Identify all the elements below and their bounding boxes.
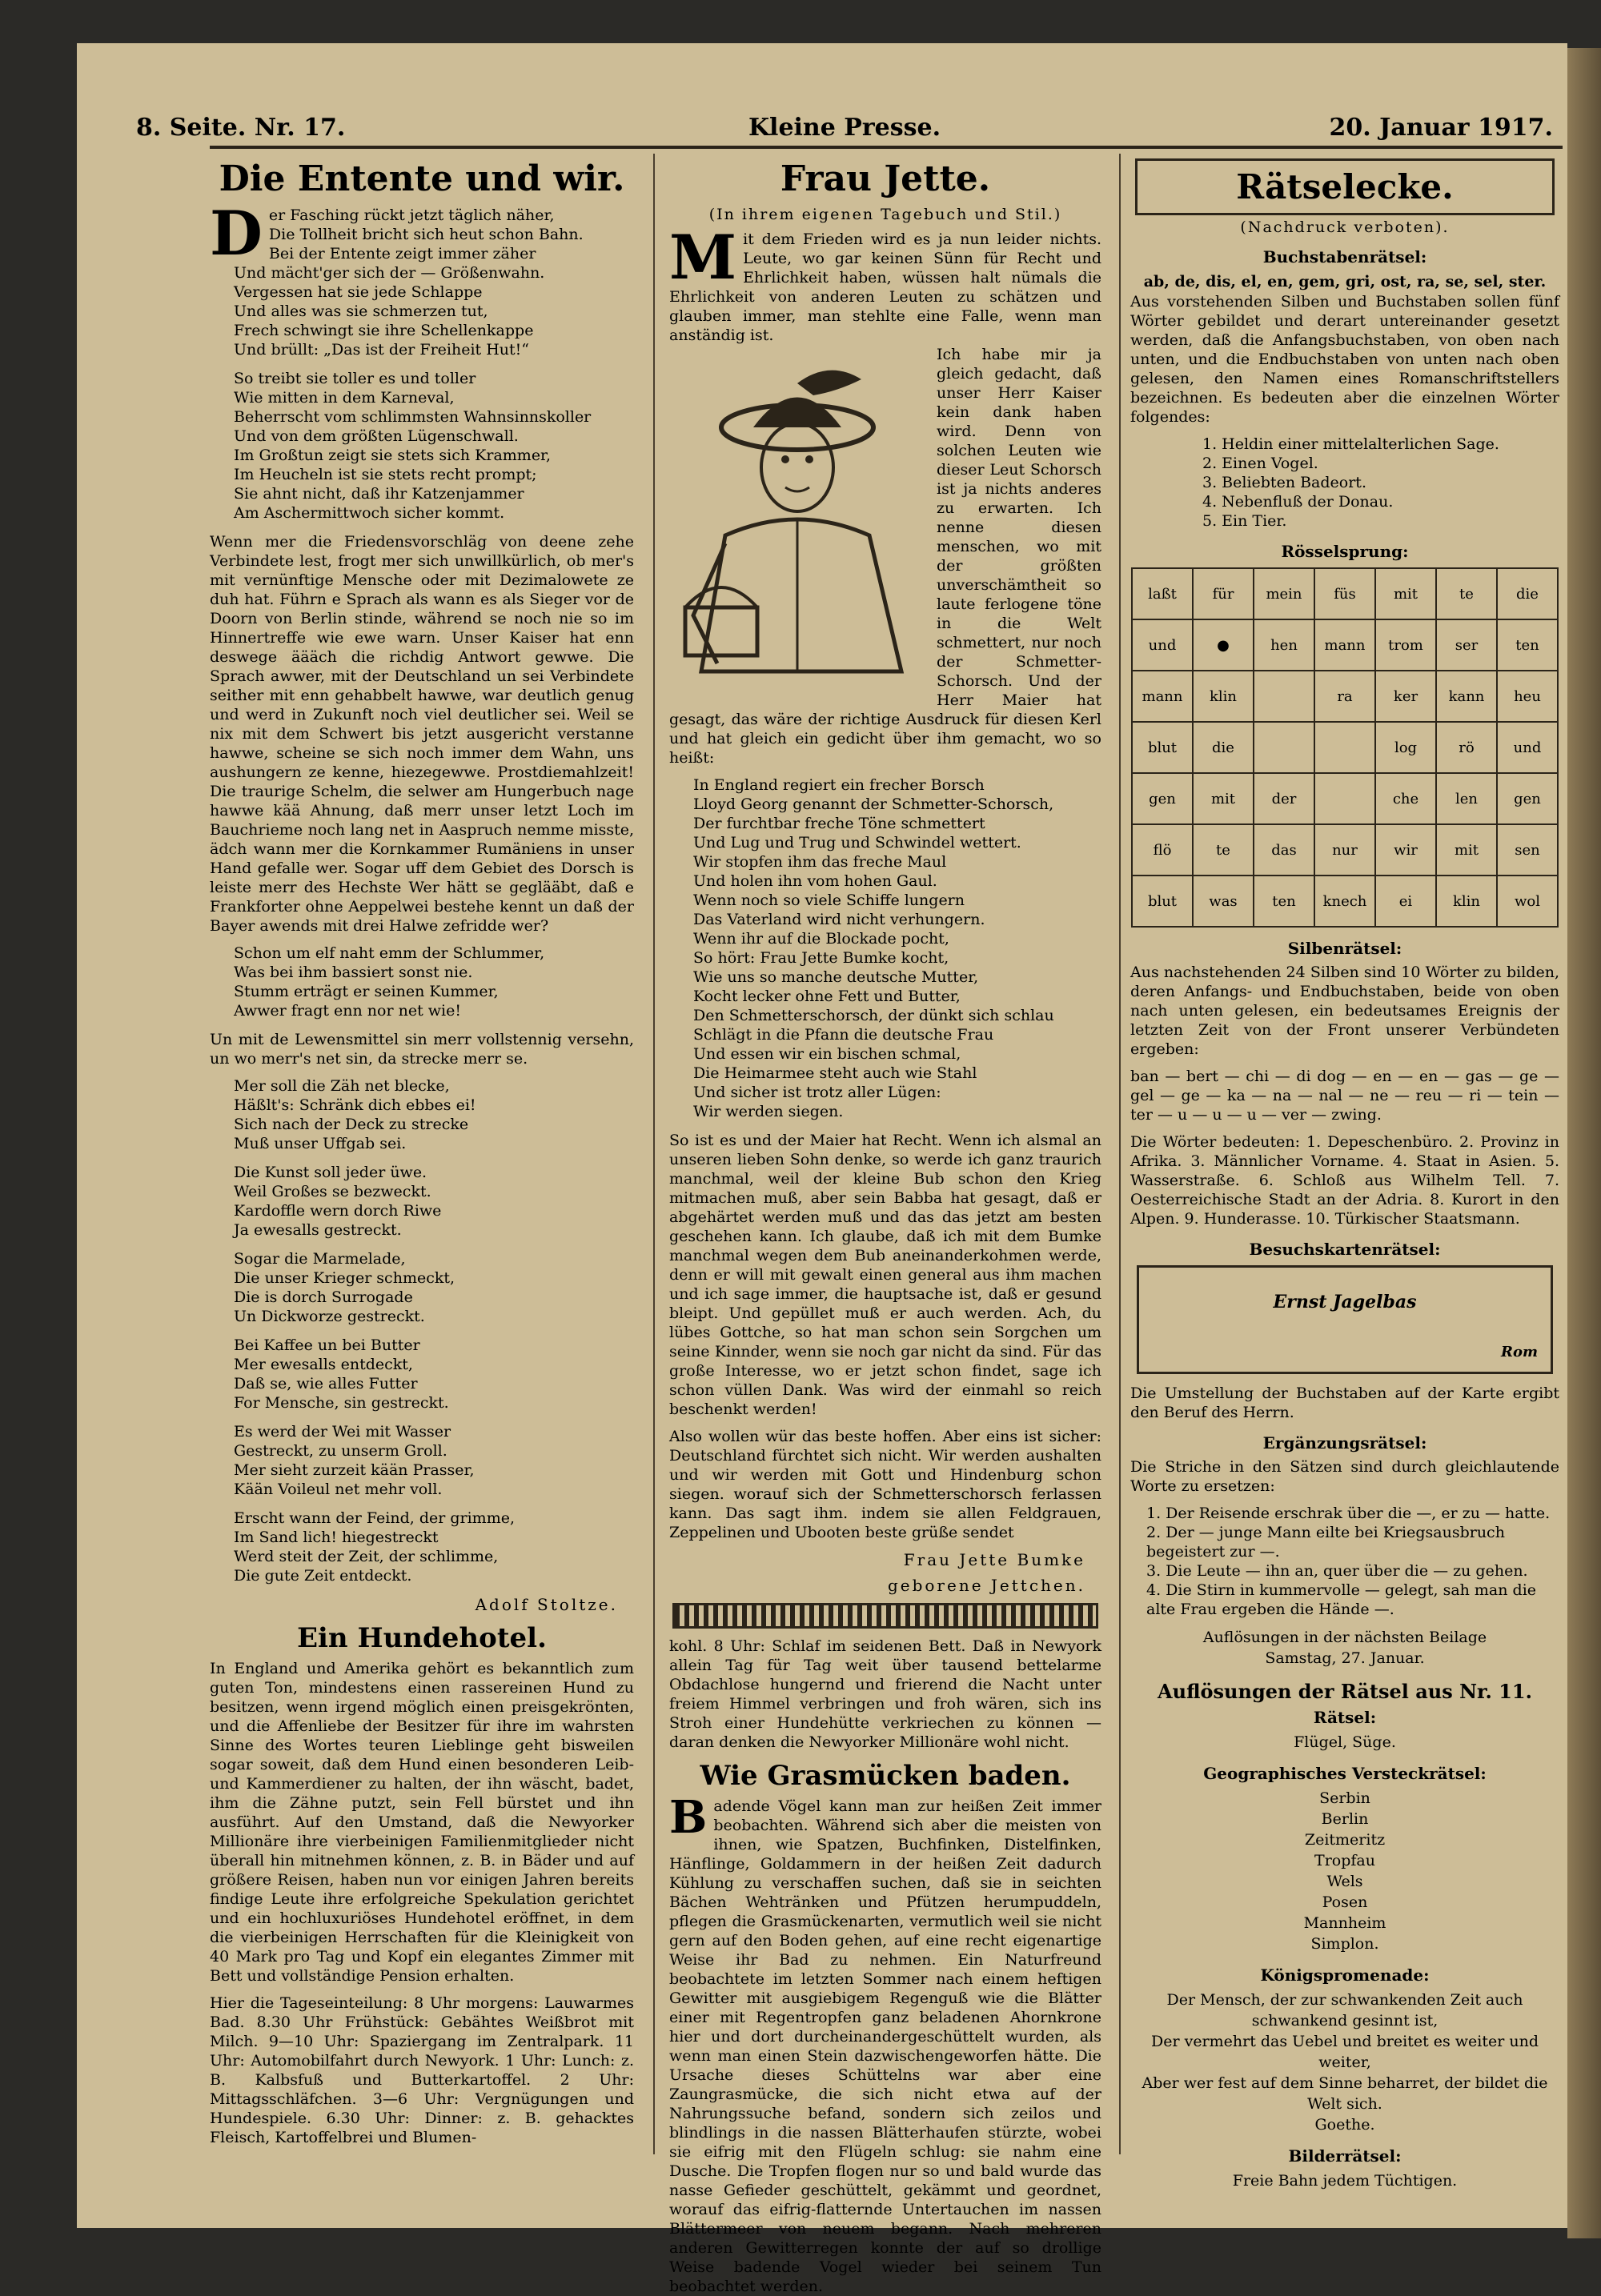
article-subtitle: (In ihrem eigenen Tagebuch und Stil.) [708,206,1062,223]
verse-line: Werd steit der Zeit, der schlimme, [234,1548,499,1565]
grid-row [1132,619,1558,671]
verse-line: Im Sand lich! hiegestreckt [234,1529,439,1546]
poem-stanza-9 [234,1509,634,1585]
verse-line: Bei Kaffee un bei Butter [234,1336,420,1354]
paragraph-silben: Aus nachstehenden 24 Silben sind 10 Wörter zu bilden, deren Anfangs- und Endbuchstaben, beide von oben nach unten gelesen, ein bedeutsames Ereignis der letzten Zeit von der Front unserer Verbündeten ergeben: [1130,964,1559,1058]
grid-cell: ser [1436,619,1497,671]
verse-line: Vergessen hat sie jede Schlappe [234,283,483,301]
list-item: Mannheim [1303,1914,1386,1932]
column-right [1130,154,1559,2190]
grid-cell: che [1375,773,1436,824]
verse-line: Wie mitten in dem Karneval, [234,389,455,407]
grid-cell: und [1497,722,1558,773]
heading-silbenraetsel: Silbenrätsel: [1287,939,1402,958]
grid-cell: ● [1193,619,1254,671]
heading-geographisch: Geographisches Versteckrätsel: [1203,1764,1487,1783]
grid-cell: was [1193,876,1254,927]
koenig-lines [1130,1989,1559,2135]
paragraph-maier: So ist es und der Maier hat Recht. Wenn ich alsmal an unseren lieben Sohn denke, so werde ich ganz traurich manchmal, weil der kleine Bub schon den Krieg mitmachen muß, aber sein Babba hat gesagt, daß er abgehärtet werden muß und das das jetzt am besten geschehen kann. Ich glaube, daß ich mit dem Bumke manchmal wegen dem Bub aneinanderkohmen werde, denn er will mit gewalt einen general aus ihm machen und ich sage immer, die hauptsache ist, daß er gesund bleipt. Und gepüllet muß er auch werden. Ach, du lübes Gottche, so hat man schon sein Sorgchen um seine Kinnder, wenn sie noch gar nicht da sind. Für das große Interesse, wo er jetzt schon findet, sage ich schon vüllen Dank. Was wird der einmahl so reich beschenkt werden! [669,1132,1101,1418]
verse-line: Und sicher ist trotz aller Lügen: [693,1084,941,1101]
paragraph-friedensvorschlag: Wenn mer die Friedensvorschläg von deene zehe Verbindete lest, frogt mer sich unwillkürlich, ob mer's mit vernünftige Mensche oder mit Dezimalowete ze duh hat. Führn e Sprach als wann es als Sieger vor de Doorn von Berlin stinde, während se noch nie so im Hinnertreffe wie ewe warn. Unser Kaiser hat enn deswege äääch die richdig Antwort gewwe. Die Sprach awwer, mit der Deutschland un sei Verbindete seither mit enn gehabbelt hawwe, war deutlich genug und werd in Zukunft noch viel deutlicher sei. Weil se nix mit dem Schwert bis jetzt ausgericht verstanne hawwe, scheine se sich noch immer dem Wahn, uns aushungern ze kenne, hiezegewwe. Prostdiemahlzeit! Die traurige Schelm, die selwer am Hungerbuch nage hawwe kää Ahnung, daß merr unser letzt Loch im Bauchrieme noch lang net in Aaspruch nemme misste, ädch wann mer die Kornkammer Rumäniens in unser Hand gefalle wer. Sogar uff dem Gebiet des Dorsch is leiste merr des Hechste Wer hätt se geglääbt, daß e Frankforter ohne Aeppelwei bestehe kennt un daß der Bayer awends mit drei Halwe zefridde wer? [210,533,634,935]
grid-row [1132,671,1558,722]
signature-geborene: geborene Jettchen. [887,1576,1085,1595]
verse-line: Lloyd Georg genannt der Schmetter-Schorsch, [693,795,1054,813]
verse-line: Den Schmetterschorsch, der dünkt sich schlau [693,1007,1054,1024]
verse-line: Muß unser Uffgab sei. [234,1135,407,1152]
signature-jette: Frau Jette Bumke [903,1550,1085,1569]
heading-bilderraetsel: Bilderrätsel: [1288,2146,1402,2166]
header-rule [210,146,1563,149]
aufloesung-note-2: Samstag, 27. Januar. [1265,1649,1425,1667]
verse-line: Die unser Krieger schmeckt, [234,1269,455,1287]
heading-roesselsprung: Rösselsprung: [1281,542,1409,561]
verse-line: Sie ahnt nicht, daß ihr Katzenjammer [234,485,524,503]
buchstaben-list [1202,435,1559,531]
verse-line: Und alles was sie schmerzen tut, [234,303,488,320]
paragraph-grasmuecken: adende Vögel kann man zur heißen Zeit immer beobachten. Während sich aber die meisten von ihnen, wie Spatzen, Buchfinken, Distelfinken, Hänflinge, Goldammern in der heißen Zeit dadurch Kühlung zu verschaffen suchen, daß sie in seichten Bächen Wehtränken und Pfützen herumpuddeln, pflegen die Grasmückenarten, vermutlich weil sie nicht gern auf den Boden gehen, auf eine recht eigenartige Weise ihr Bad zu nehmen. Ein Naturfreund beobachtete im letzten Sommer nach einem heftigen Gewitter mit ausgiebigem Regenguß wie die Blätter einer mit Regentropfen ganz beladenen Ahornkrone hier und dort durcheinandergeschüttelt wurden, als wenn man einen Stein dazwischengeworfen hätte. Die Ursache dieses Schüttelns war aber eine Zaungrasmücke, die sich nicht etwa auf der Nahrungssuche befand, sondern sich zeilos und blindlings in die nassen Blätterhaufen stürzte, wobei sie eifrig mit den Flügeln schlug: sie nahm eine Dusche. Die Tropfen flogen nur so und bald wurde das nasse Gefieder geschüttelt, gekämmt und geordnet, worauf das eifrig-flatternde Untertauchen im nassen Blättermeer von neuem begann. Nach mehreren anderen Gewitterregen konnte der auf so drollige Weise badende Vogel wieder bei seinem Tun beobachtet werden. [669,1797,1101,2295]
verse-line: Schlägt in die Pfann die deutsche Frau [693,1026,994,1044]
verse-line: Wir werden siegen. [693,1103,844,1120]
grid-row [1132,824,1558,876]
verse-line: Die Kunst soll jeder üwe. [234,1164,427,1181]
paragraph-hundehotel-cont: kohl. 8 Uhr: Schlaf im seidenen Bett. Daß in Newyork allein Tag für Tag weit über tausend bettelarme Obdachlose hungernd und frierend die Nacht unter freiem Himmel verbringen und froh wären, sich ins Stroh einer Hundehütte verkriechen zu können — daran denken die Newyorker Millionäre wohl nicht. [669,1637,1101,1751]
card-name: Ernst Jagelbas [1273,1292,1417,1312]
poem-stanza-3 [234,944,634,1020]
poem-schmetterschorsch [693,775,1101,1121]
grid-cell: sen [1497,824,1558,876]
grid-cell: blut [1132,876,1193,927]
list-item: 2. Der — junge Mann eilte bei Kriegsausbruch begeistert zur —. [1146,1524,1505,1561]
grid-cell: te [1193,824,1254,876]
verse-line: Wenn ihr auf die Blockade pocht, [693,930,949,948]
list-item: Posen [1322,1893,1368,1911]
bilder-answer: Freie Bahn jedem Tüchtigen. [1232,2172,1458,2190]
paragraph-hundehotel: In England und Amerika gehört es bekanntlich zum guten Ton, mindestens einen rassereinen Hund zu besitzen, wenn irgend möglich einen preisgekrönten, und die Affenliebe der Besitzer für ihre im wahrsten Sinne des Wortes teuren Lieblinge geht bisweilen sogar soweit, daß dem Hund einen besonderen Leib- und Kammerdiener zu halten, der ihn wäscht, badet, ihm die Zähne putzt, sein Fell bürstet und ihn ausführt. Auf den Umstand, daß die Newyorker Millionäre ihre vierbeinigen Familienmitglieder nicht überall hin mitnehmen können, z. B. in Bäder und auf größere Reisen, haben nun vor einigen Jahren bereits findige Leute ihre erfolgreiche Spekulation gerichtet und ein hochluxuriöses Hundehotel eröffnet, in dem die vierbeinigen Herrschaften für die Kleinigkeit von 40 Mark pro Tag und Kopf ein elegantes Zimmer mit Bett und vollständige Pension erhalten. [210,1660,634,1985]
poem-stanza-6 [234,1249,634,1326]
paper-name: Kleine Presse. [748,114,941,142]
grid-cell: wir [1375,824,1436,876]
grid-cell: ei [1375,876,1436,927]
heading-besuchskarte: Besuchskartenrätsel: [1249,1240,1441,1259]
paragraph-besuch: Die Umstellung der Buchstaben auf der Karte ergibt den Beruf des Herrn. [1130,1384,1559,1421]
poem-stanza-7 [234,1336,634,1412]
author-signature: Adolf Stoltze. [475,1595,618,1614]
verse-line: Was bei ihm bassiert sonst nie. [234,964,473,981]
grid-cell: klin [1436,876,1497,927]
dropcap-d: D [210,198,263,269]
silben-meaning: Die Wörter bedeuten: 1. Depeschenbüro. 2. Provinz in Afrika. 3. Männlicher Vorname. 4. Staat in Asien. 5. Wasserstraße. 6. Schloß aus Wilhelm Tell. 7. Oesterreichische Stadt an der Adria. 8. Kurort in den Alpen. 9. Hunderasse. 10. Türkischer Staatsmann. [1130,1133,1559,1228]
verse-line: Beherrscht vom schlimmsten Wahnsinnskoller [234,408,592,426]
list-item: 5. Ein Tier. [1202,512,1287,530]
list-item: Tropfau [1314,1852,1375,1869]
verse-line: Und von dem größten Lügenschwall. [234,427,519,445]
paragraph-hoffen: Also wollen wür das beste hoffen. Aber eins ist sicher: Deutschland fürchtet sich nicht. Wir werden aushalten und wir werden mit Gott und Hindenburg schon siegen. worauf sich der Schmetterschorsch ferlassen kann. Das sagt ihm. indem sie allen Feldgrauen, Zeppelinen und Ubooten beste grüße sendet [669,1428,1101,1541]
aufloesung-note-1: Auflösungen in der nächsten Beilage [1202,1629,1487,1646]
grid-cell: ra [1314,671,1375,722]
grid-cell: wol [1497,876,1558,927]
grid-cell [1254,671,1314,722]
verse-line: Wir stopfen ihm das freche Maul [693,853,947,871]
verse-line: Sich nach der Deck zu strecke [234,1116,469,1133]
dropcap-m: M [669,222,737,293]
grid-cell: te [1436,568,1497,619]
list-item: 3. Beliebten Badeort. [1202,474,1366,491]
page-number: 8. Seite. Nr. 17. [136,114,346,142]
verse-line: Und Lug und Trug und Schwindel wettert. [693,834,1021,851]
grid-cell: ten [1254,876,1314,927]
verse-line: Kardoffle wern dorch Riwe [234,1202,442,1220]
verse-line: Gestreckt, zu unserm Groll. [234,1442,447,1460]
verse-line: Frech schwingt sie ihre Schellenkappe [234,322,534,339]
article-title-entente: Die Entente und wir. [219,158,625,199]
verse-line: Und holen ihn vom hohen Gaul. [693,872,937,890]
verse-line: Aber wer fest auf dem Sinne beharret, der bildet die Welt sich. [1142,2074,1548,2113]
roesselsprung-grid [1131,567,1559,928]
heading-raetsel: Rätsel: [1313,1708,1377,1727]
heading-ergaenzung: Ergänzungsrätsel: [1262,1433,1427,1453]
grid-cell: die [1193,722,1254,773]
verse-line: Stumm erträgt er seinen Kummer, [234,983,499,1000]
verse-line: Die is dorch Surrogade [234,1288,413,1306]
grid-row [1132,722,1558,773]
verse-line: Der Mensch, der zur schwankenden Zeit auch schwankend gesinnt ist, [1166,1991,1523,2030]
verse-line: Un Dickworze gestreckt. [234,1308,425,1325]
verse-line: Die Heimarmee steht auch wie Stahl [693,1064,977,1082]
verse-line: Erscht wann der Feind, der grimme, [234,1509,515,1527]
grid-cell: ker [1375,671,1436,722]
poem-stanza-2 [234,369,634,523]
verse-line: Die Tollheit bricht sich heut schon Bahn. [268,226,584,243]
verse-line: So treibt sie toller es und toller [234,370,476,387]
silben-line: ab, de, dis, el, en, gem, gri, ost, ra, se, sel, ster. [1143,273,1547,291]
verse-line: Wenn noch so viele Schiffe lungern [693,892,965,909]
grid-cell: die [1497,568,1558,619]
card-place: Rom [1500,1344,1538,1360]
grid-cell: log [1375,722,1436,773]
article-title-frau-jette: Frau Jette. [780,158,991,199]
paragraph-ergaenzung: Die Striche in den Sätzen sind durch gleichlautende Worte zu ersetzen: [1130,1458,1559,1495]
verse-line: Häßlt's: Schränk dich ebbes ei! [234,1096,476,1114]
verse-line: Sogar die Marmelade, [234,1250,406,1268]
verse-line: Ja ewesalls gestreckt. [234,1221,402,1239]
verse-line: er Fasching rückt jetzt täglich näher, [268,206,555,224]
column-divider-2 [1119,154,1121,2154]
grid-cell [1314,722,1375,773]
verse-line: Kään Voileul net mehr voll. [234,1481,443,1498]
grid-cell [1314,773,1375,824]
grid-cell: knech [1314,876,1375,927]
list-item: Simplon. [1310,1935,1379,1953]
list-item: 2. Einen Vogel. [1202,455,1318,472]
verse-line: Awwer fragt enn nor net wie! [234,1002,461,1020]
raetsel-answer: Flügel, Süge. [1294,1733,1396,1751]
issue-date: 20. Januar 1917. [1329,114,1553,142]
grid-cell [1254,722,1314,773]
column-left [210,154,634,2154]
column-divider-1 [653,154,655,2154]
decorative-border [672,1603,1098,1629]
heading-aufloesungen: Auflösungen der Rätsel aus Nr. 11. [1158,1680,1532,1703]
grid-cell: nur [1314,824,1375,876]
verse-line: For Mensche, sin gestreckt. [234,1394,449,1412]
grid-cell: mit [1375,568,1436,619]
list-item: 4. Die Stirn in kummervolle — gelegt, sah man die alte Frau ergeben die Hände —. [1146,1581,1537,1618]
verse-line: Weil Großes se bezweckt. [234,1183,431,1200]
verse-line: Wie uns so manche deutsche Mutter, [693,968,979,986]
grid-cell: gen [1497,773,1558,824]
verse-line: Schon um elf naht emm der Schlummer, [234,944,545,962]
grid-cell: mit [1436,824,1497,876]
verse-line: Und mächt'ger sich der — Größenwahn. [234,264,545,282]
grid-cell: kann [1436,671,1497,722]
verse-line: Mer ewesalls entdeckt, [234,1356,413,1373]
list-item: 3. Die Leute — ihn an, quer über die — zu gehen. [1146,1562,1528,1580]
geo-list [1130,1788,1559,1954]
grid-cell: ten [1497,619,1558,671]
verse-line: Die gute Zeit entdeckt. [234,1567,412,1585]
grid-cell: trom [1375,619,1436,671]
grid-cell: der [1254,773,1314,824]
grid-row [1132,876,1558,927]
list-item: Serbin [1319,1789,1370,1807]
grid-cell: das [1254,824,1314,876]
grid-cell: mann [1132,671,1193,722]
paragraph-tageseinteilung: Hier die Tageseinteilung: 8 Uhr morgens: Lauwarmes Bad. 8.30 Uhr Frühstück: Gebähtes Weißbrot mit Milch. 9—10 Uhr: Spaziergang im Zentralpark. 11 Uhr: Automobilfahrt durch Newyork. 1 Uhr: Lunch: z. B. Kalbsfuß und Butterkartoffel. 2 Uhr: Mittagsschläfchen. 3—6 Uhr: Vergnügungen und Hundespiele. 6.30 Uhr: Dinner: z. B. gehacktes Fleisch, Kartoffelbrei und Blumen- [210,1994,634,2146]
grid-cell: hen [1254,619,1314,671]
grid-cell: mein [1254,568,1314,619]
list-item: 1. Der Reisende erschrak über die —, er zu — hatte. [1146,1505,1551,1522]
verse-line: Der vermehrt das Uebel und breitet es weiter und weiter, [1150,2033,1539,2071]
verse-line: Bei der Entente zeigt immer zäher [268,245,536,262]
grid-row [1132,568,1558,619]
ergaenzung-list [1146,1504,1559,1619]
grid-cell: klin [1193,671,1254,722]
list-item: 4. Nebenfluß der Donau. [1202,493,1394,511]
verse-line: Am Aschermittwoch sicher kommt. [234,504,505,522]
article-title-hundehotel: Ein Hundehotel. [297,1622,547,1654]
grid-cell: flö [1132,824,1193,876]
visiting-card [1137,1265,1553,1374]
poem-stanza-1 [234,206,634,359]
grid-cell: laßt [1132,568,1193,619]
verse-line: Daß se, wie alles Futter [234,1375,418,1392]
grid-cell: füs [1314,568,1375,619]
verse-line: Es werd der Wei mit Wasser [234,1423,451,1441]
poem-stanza-5 [234,1163,634,1240]
verse-line: Der furchtbar freche Töne schmettert [693,815,985,832]
grid-cell: blut [1132,722,1193,773]
verse-line: So hört: Frau Jette Bumke kocht, [693,949,949,967]
verse-line: Mer sieht zurzeit kään Prasser, [234,1461,475,1479]
page-edge [1567,48,1601,2238]
poem-stanza-8 [234,1422,634,1499]
paragraph-frieden-part2: Ich habe mir ja gleich gedacht, daß unser Herr Kaiser kein dank haben wird. Denn von solchen Leuten wie dieser Leut Schorsch ist ja nichts anderes zu erwarten. Ich nenne diesen menschen, wo mit der größten unverschämtheit so laute ferlogene töne in die Welt schmettert, nur noch der Schmetter-Schorsch. Und der Herr Maier hat gesagt, das wäre der richtige Ausdruck für diesen Kerl und hat gleich ein gedicht über ihm gemacht, wo so heißt: [669,346,1101,767]
dropcap-b: B [669,1791,708,1844]
verse-line: Mer soll die Zäh net blecke, [234,1077,450,1095]
verse-line: Goethe. [1314,2116,1375,2134]
list-item: Wels [1326,1873,1363,1890]
verse-line: Das Vaterland wird nicht verhungern. [693,911,985,928]
poem-stanza-4 [234,1076,634,1153]
verse-line: Und brüllt: „Das ist der Freiheit Hut!“ [234,341,529,359]
verse-line: Im Heucheln ist sie stets recht prompt; [234,466,537,483]
list-item: 1. Heldin einer mittelalterlichen Sage. [1202,435,1499,453]
verse-line: In England regiert ein frecher Borsch [693,776,985,794]
paragraph-frieden-part1: it dem Frieden wird es ja nun leider nichts. Leute, wo gar keinen Sünn für Recht und Ehrlichkeit haben, wüssen halt nümals die Ehrlichkeit von anderen Leuten zu schätzen und glauben immer, man stehlte eine Falle, wenn man anständig ist. [669,230,1101,344]
grid-cell: heu [1497,671,1558,722]
woman-portrait-illustration [677,351,925,687]
paragraph-lewensmittel: Un mit de Lewensmittel sin merr vollstennig versehn, un wo merr's net sin, da strecke merr se. [210,1031,634,1068]
nachdruck-note: (Nachdruck verboten). [1240,218,1450,236]
silben-words: ban — bert — chi — di dog — en — en — gas — ge — gel — ge — ka — na — nal — ne — reu — ri — tein — ter — u — u — u — ver — zwing. [1130,1068,1559,1124]
heading-buchstabenraetsel: Buchstabenrätsel: [1262,247,1427,266]
grid-row [1132,773,1558,824]
page-header [136,114,1553,147]
verse-line: Und essen wir ein bischen schmal, [693,1045,961,1063]
grid-cell: gen [1132,773,1193,824]
grid-cell: für [1193,568,1254,619]
grid-cell: len [1436,773,1497,824]
list-item: Berlin [1321,1810,1369,1828]
verse-line: Im Großtun zeigt sie stets sich Krammer, [234,447,552,464]
list-item: Zeitmeritz [1304,1831,1386,1849]
paragraph-buchstaben: Aus vorstehenden Silben und Buchstaben sollen fünf Wörter gebildet und derart untereinander gesetzt werden, daß die Anfangsbuchstaben, von oben nach unten, und die Endbuchstaben von unten nach oben gelesen, den Namen eines Romanschriftstellers bezeichnen. Es bedeuten aber die einzelnen Wörter folgendes: [1130,293,1559,426]
raetselecke-title: Rätselecke. [1135,158,1555,215]
verse-line: Kocht lecker ohne Fett und Butter, [693,988,961,1005]
grid-cell: und [1132,619,1193,671]
grid-cell: mit [1193,773,1254,824]
heading-koenigspromenade: Königspromenade: [1260,1965,1430,1985]
grid-cell: mann [1314,619,1375,671]
article-title-grasmuecken: Wie Grasmücken baden. [700,1760,1071,1792]
grid-cell: rö [1436,722,1497,773]
column-middle [669,154,1101,2295]
